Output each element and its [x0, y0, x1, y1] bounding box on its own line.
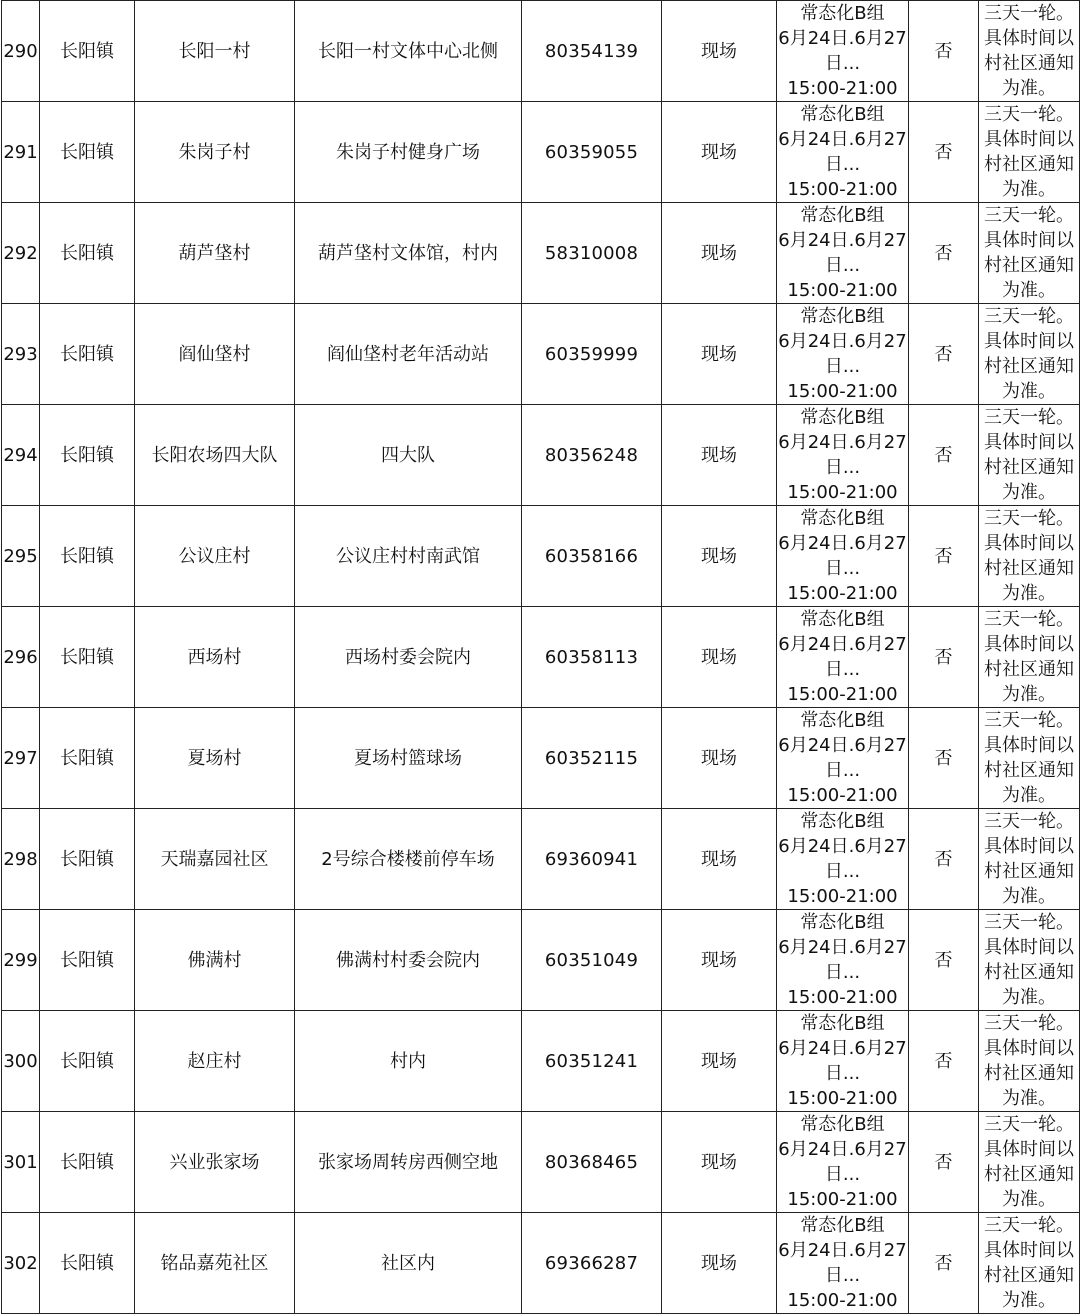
note-line: 为准。: [1002, 583, 1056, 604]
method-cell: 现场: [662, 1011, 777, 1112]
table-row: [2, 304, 1080, 405]
town-cell: 长阳镇: [40, 1112, 135, 1213]
town-cell: 长阳镇: [40, 1213, 135, 1314]
appointment-cell: 否: [909, 506, 979, 607]
appointment-cell: 否: [909, 708, 979, 809]
group-dates-cont: 日...: [824, 356, 861, 377]
phone-cell: 60358166: [522, 506, 662, 607]
note-line: 村社区通知: [984, 255, 1074, 276]
note-line: 具体时间以: [984, 836, 1074, 857]
group-hours: 15:00-21:00: [787, 785, 898, 806]
village-cell: 阎仙垡村: [135, 304, 295, 405]
method-cell: 现场: [662, 203, 777, 304]
group-schedule-cell: [777, 910, 909, 1011]
note-line: 村社区通知: [984, 457, 1074, 478]
row-number: 298: [2, 809, 40, 910]
group-name: 常态化B组: [800, 306, 885, 327]
table-row: [2, 708, 1080, 809]
note-line: 村社区通知: [984, 760, 1074, 781]
note-line: 三天一轮。: [984, 912, 1074, 933]
phone-cell: 69360941: [522, 809, 662, 910]
phone-cell: 80368465: [522, 1112, 662, 1213]
note-line: 具体时间以: [984, 937, 1074, 958]
group-schedule-cell: [777, 506, 909, 607]
phone-cell: 80356248: [522, 405, 662, 506]
appointment-cell: 否: [909, 607, 979, 708]
note-line: 村社区通知: [984, 1265, 1074, 1286]
location-cell: 长阳一村文体中心北侧: [295, 1, 522, 102]
appointment-cell: 否: [909, 809, 979, 910]
phone-cell: 60351049: [522, 910, 662, 1011]
location-cell: 村内: [295, 1011, 522, 1112]
table-row: [2, 1, 1080, 102]
note-line: 为准。: [1002, 987, 1056, 1008]
group-schedule-cell: [777, 1112, 909, 1213]
note-cell: [979, 1213, 1080, 1314]
note-line: 具体时间以: [984, 634, 1074, 655]
group-dates: 6月24日.6月27: [778, 1139, 907, 1160]
note-line: 三天一轮。: [984, 3, 1074, 24]
note-line: 村社区通知: [984, 356, 1074, 377]
group-name: 常态化B组: [800, 609, 885, 630]
town-cell: 长阳镇: [40, 203, 135, 304]
town-cell: 长阳镇: [40, 405, 135, 506]
note-line: 三天一轮。: [984, 1215, 1074, 1236]
note-line: 三天一轮。: [984, 1114, 1074, 1135]
group-dates-cont: 日...: [824, 1063, 861, 1084]
note-cell: [979, 607, 1080, 708]
row-number: 296: [2, 607, 40, 708]
group-dates-cont: 日...: [824, 154, 861, 175]
group-dates-cont: 日...: [824, 53, 861, 74]
note-line: 具体时间以: [984, 432, 1074, 453]
note-line: 具体时间以: [984, 735, 1074, 756]
note-line: 村社区通知: [984, 659, 1074, 680]
method-cell: 现场: [662, 1112, 777, 1213]
row-number: 291: [2, 102, 40, 203]
village-cell: 佛满村: [135, 910, 295, 1011]
village-cell: 兴业张家场: [135, 1112, 295, 1213]
method-cell: 现场: [662, 1, 777, 102]
appointment-cell: 否: [909, 102, 979, 203]
appointment-cell: 否: [909, 1011, 979, 1112]
note-line: 为准。: [1002, 886, 1056, 907]
group-name: 常态化B组: [800, 1013, 885, 1034]
testing-site-table: [1, 0, 1080, 1314]
row-number: 290: [2, 1, 40, 102]
note-line: 村社区通知: [984, 1164, 1074, 1185]
note-line: 村社区通知: [984, 154, 1074, 175]
group-hours: 15:00-21:00: [787, 886, 898, 907]
phone-cell: 60352115: [522, 708, 662, 809]
group-name: 常态化B组: [800, 205, 885, 226]
table-row: [2, 1011, 1080, 1112]
town-cell: 长阳镇: [40, 809, 135, 910]
note-cell: [979, 809, 1080, 910]
note-line: 村社区通知: [984, 962, 1074, 983]
group-hours: 15:00-21:00: [787, 482, 898, 503]
note-line: 为准。: [1002, 1088, 1056, 1109]
group-name: 常态化B组: [800, 1114, 885, 1135]
group-dates-cont: 日...: [824, 457, 861, 478]
row-number: 294: [2, 405, 40, 506]
group-hours: 15:00-21:00: [787, 280, 898, 301]
group-hours: 15:00-21:00: [787, 987, 898, 1008]
town-cell: 长阳镇: [40, 304, 135, 405]
town-cell: 长阳镇: [40, 910, 135, 1011]
phone-cell: 58310008: [522, 203, 662, 304]
method-cell: 现场: [662, 809, 777, 910]
group-dates: 6月24日.6月27: [778, 1038, 907, 1059]
location-cell: 张家场周转房西侧空地: [295, 1112, 522, 1213]
location-cell: 阎仙垡村老年活动站: [295, 304, 522, 405]
location-cell: 公议庄村村南武馆: [295, 506, 522, 607]
note-cell: [979, 506, 1080, 607]
group-schedule-cell: [777, 102, 909, 203]
location-cell: 佛满村村委会院内: [295, 910, 522, 1011]
appointment-cell: 否: [909, 405, 979, 506]
note-line: 为准。: [1002, 785, 1056, 806]
group-name: 常态化B组: [800, 912, 885, 933]
method-cell: 现场: [662, 910, 777, 1011]
note-line: 村社区通知: [984, 53, 1074, 74]
table-row: [2, 506, 1080, 607]
group-dates-cont: 日...: [824, 558, 861, 579]
group-dates: 6月24日.6月27: [778, 1240, 907, 1261]
group-schedule-cell: [777, 1213, 909, 1314]
appointment-cell: 否: [909, 1, 979, 102]
town-cell: 长阳镇: [40, 607, 135, 708]
group-dates: 6月24日.6月27: [778, 735, 907, 756]
note-line: 三天一轮。: [984, 306, 1074, 327]
village-cell: 长阳一村: [135, 1, 295, 102]
note-line: 三天一轮。: [984, 104, 1074, 125]
group-schedule-cell: [777, 405, 909, 506]
phone-cell: 60359055: [522, 102, 662, 203]
town-cell: 长阳镇: [40, 1011, 135, 1112]
note-cell: [979, 1112, 1080, 1213]
location-cell: 社区内: [295, 1213, 522, 1314]
group-name: 常态化B组: [800, 508, 885, 529]
group-dates-cont: 日...: [824, 659, 861, 680]
note-cell: [979, 304, 1080, 405]
phone-cell: 60358113: [522, 607, 662, 708]
group-dates: 6月24日.6月27: [778, 533, 907, 554]
group-hours: 15:00-21:00: [787, 1290, 898, 1311]
note-line: 三天一轮。: [984, 609, 1074, 630]
table-row: [2, 102, 1080, 203]
row-number: 297: [2, 708, 40, 809]
note-line: 具体时间以: [984, 28, 1074, 49]
phone-cell: 69366287: [522, 1213, 662, 1314]
location-cell: 西场村委会院内: [295, 607, 522, 708]
row-number: 299: [2, 910, 40, 1011]
table-row: [2, 1112, 1080, 1213]
village-cell: 长阳农场四大队: [135, 405, 295, 506]
table-row: [2, 1213, 1080, 1314]
group-name: 常态化B组: [800, 3, 885, 24]
note-line: 具体时间以: [984, 1240, 1074, 1261]
appointment-cell: 否: [909, 304, 979, 405]
note-line: 具体时间以: [984, 331, 1074, 352]
row-number: 301: [2, 1112, 40, 1213]
row-number: 300: [2, 1011, 40, 1112]
group-hours: 15:00-21:00: [787, 583, 898, 604]
location-cell: 四大队: [295, 405, 522, 506]
note-line: 具体时间以: [984, 230, 1074, 251]
group-dates-cont: 日...: [824, 760, 861, 781]
note-line: 三天一轮。: [984, 508, 1074, 529]
table-row: [2, 910, 1080, 1011]
group-schedule-cell: [777, 1011, 909, 1112]
group-hours: 15:00-21:00: [787, 179, 898, 200]
village-cell: 朱岗子村: [135, 102, 295, 203]
method-cell: 现场: [662, 506, 777, 607]
table-row: [2, 809, 1080, 910]
row-number: 295: [2, 506, 40, 607]
group-dates-cont: 日...: [824, 861, 861, 882]
group-name: 常态化B组: [800, 1215, 885, 1236]
appointment-cell: 否: [909, 1112, 979, 1213]
group-name: 常态化B组: [800, 710, 885, 731]
note-line: 为准。: [1002, 381, 1056, 402]
group-name: 常态化B组: [800, 811, 885, 832]
note-line: 村社区通知: [984, 861, 1074, 882]
method-cell: 现场: [662, 708, 777, 809]
appointment-cell: 否: [909, 910, 979, 1011]
group-dates: 6月24日.6月27: [778, 331, 907, 352]
note-line: 具体时间以: [984, 1038, 1074, 1059]
note-line: 具体时间以: [984, 129, 1074, 150]
note-cell: [979, 405, 1080, 506]
row-number: 292: [2, 203, 40, 304]
note-line: 为准。: [1002, 482, 1056, 503]
note-line: 三天一轮。: [984, 710, 1074, 731]
town-cell: 长阳镇: [40, 506, 135, 607]
location-cell: 葫芦垡村文体馆，村内: [295, 203, 522, 304]
note-cell: [979, 203, 1080, 304]
group-hours: 15:00-21:00: [787, 78, 898, 99]
row-number: 293: [2, 304, 40, 405]
group-hours: 15:00-21:00: [787, 1088, 898, 1109]
note-line: 村社区通知: [984, 558, 1074, 579]
group-dates: 6月24日.6月27: [778, 634, 907, 655]
method-cell: 现场: [662, 102, 777, 203]
group-schedule-cell: [777, 304, 909, 405]
group-schedule-cell: [777, 708, 909, 809]
note-line: 三天一轮。: [984, 407, 1074, 428]
group-dates: 6月24日.6月27: [778, 230, 907, 251]
note-line: 为准。: [1002, 78, 1056, 99]
method-cell: 现场: [662, 405, 777, 506]
table-row: [2, 405, 1080, 506]
group-schedule-cell: [777, 607, 909, 708]
note-line: 三天一轮。: [984, 811, 1074, 832]
village-cell: 西场村: [135, 607, 295, 708]
group-dates: 6月24日.6月27: [778, 432, 907, 453]
note-line: 为准。: [1002, 1290, 1056, 1311]
group-schedule-cell: [777, 203, 909, 304]
phone-cell: 60359999: [522, 304, 662, 405]
table-row: [2, 203, 1080, 304]
note-line: 具体时间以: [984, 1139, 1074, 1160]
group-dates: 6月24日.6月27: [778, 129, 907, 150]
village-cell: 夏场村: [135, 708, 295, 809]
village-cell: 赵庄村: [135, 1011, 295, 1112]
table-row: [2, 607, 1080, 708]
group-name: 常态化B组: [800, 104, 885, 125]
group-hours: 15:00-21:00: [787, 684, 898, 705]
location-cell: 夏场村篮球场: [295, 708, 522, 809]
phone-cell: 80354139: [522, 1, 662, 102]
group-schedule-cell: [777, 809, 909, 910]
note-line: 为准。: [1002, 1189, 1056, 1210]
note-line: 为准。: [1002, 179, 1056, 200]
method-cell: 现场: [662, 1213, 777, 1314]
group-dates-cont: 日...: [824, 962, 861, 983]
village-cell: 铭品嘉苑社区: [135, 1213, 295, 1314]
table-body: [2, 1, 1080, 1314]
note-line: 村社区通知: [984, 1063, 1074, 1084]
method-cell: 现场: [662, 304, 777, 405]
village-cell: 天瑞嘉园社区: [135, 809, 295, 910]
note-line: 具体时间以: [984, 533, 1074, 554]
group-dates: 6月24日.6月27: [778, 28, 907, 49]
location-cell: 朱岗子村健身广场: [295, 102, 522, 203]
note-line: 三天一轮。: [984, 1013, 1074, 1034]
group-name: 常态化B组: [800, 407, 885, 428]
note-line: 为准。: [1002, 684, 1056, 705]
appointment-cell: 否: [909, 203, 979, 304]
group-dates-cont: 日...: [824, 1164, 861, 1185]
group-dates: 6月24日.6月27: [778, 836, 907, 857]
group-hours: 15:00-21:00: [787, 1189, 898, 1210]
note-cell: [979, 708, 1080, 809]
note-cell: [979, 1011, 1080, 1112]
note-line: 三天一轮。: [984, 205, 1074, 226]
group-schedule-cell: [777, 1, 909, 102]
group-hours: 15:00-21:00: [787, 381, 898, 402]
phone-cell: 60351241: [522, 1011, 662, 1112]
note-cell: [979, 102, 1080, 203]
group-dates-cont: 日...: [824, 255, 861, 276]
appointment-cell: 否: [909, 1213, 979, 1314]
town-cell: 长阳镇: [40, 102, 135, 203]
location-cell: 2号综合楼楼前停车场: [295, 809, 522, 910]
note-cell: [979, 910, 1080, 1011]
village-cell: 葫芦垡村: [135, 203, 295, 304]
row-number: 302: [2, 1213, 40, 1314]
village-cell: 公议庄村: [135, 506, 295, 607]
town-cell: 长阳镇: [40, 708, 135, 809]
group-dates-cont: 日...: [824, 1265, 861, 1286]
town-cell: 长阳镇: [40, 1, 135, 102]
note-line: 为准。: [1002, 280, 1056, 301]
group-dates: 6月24日.6月27: [778, 937, 907, 958]
note-cell: [979, 1, 1080, 102]
method-cell: 现场: [662, 607, 777, 708]
